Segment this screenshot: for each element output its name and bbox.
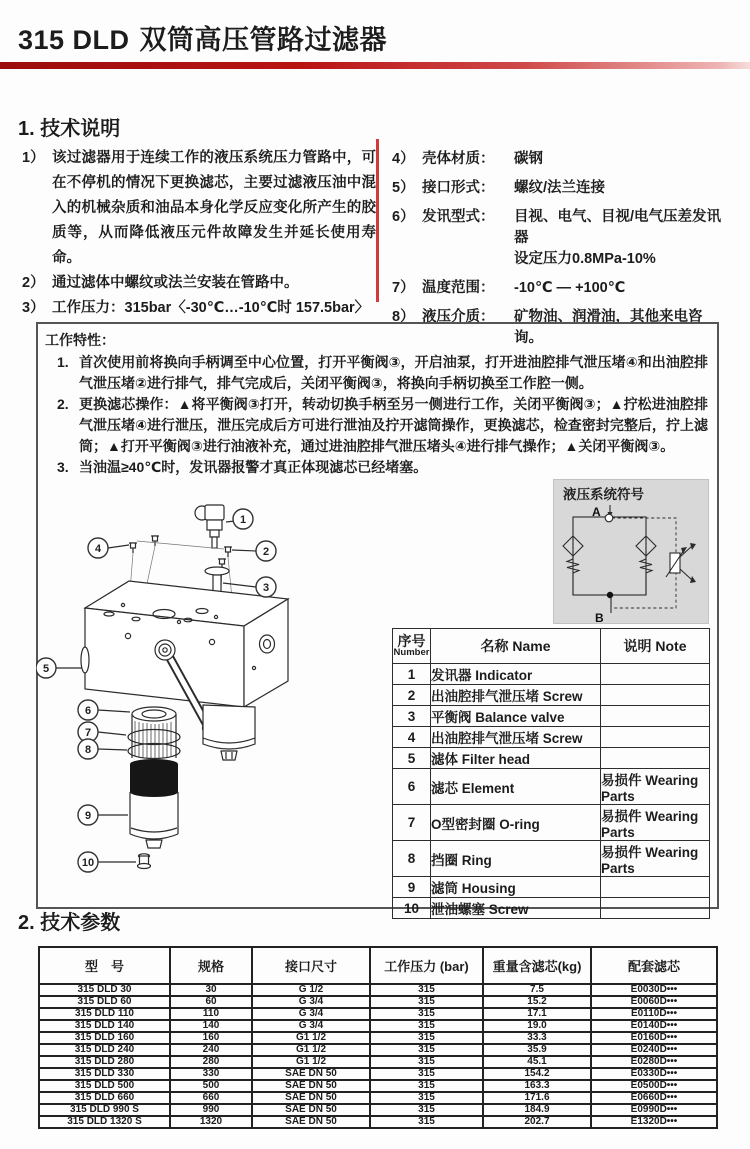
table-row: 5 滤体 Filter head: [393, 748, 710, 769]
section1-heading: 1. 技术说明: [18, 118, 121, 140]
table-row: 315 DLD 140 140 G 3/4 315 19.0 E0140D•••: [39, 1020, 717, 1032]
svg-text:4: 4: [94, 543, 102, 555]
feature-item-3: 3. 当油温≥40℃时，发讯器报警才真正体现滤芯已经堵塞。: [57, 459, 428, 475]
table-row: 8 挡圈 Ring 易损件 Wearing Parts: [393, 841, 710, 877]
callout-3: [256, 577, 276, 597]
spec-col-port: 接口尺寸: [252, 947, 370, 984]
hydraulic-circuit-symbol: [554, 503, 708, 625]
callout-8: [78, 739, 98, 759]
column-divider: [376, 139, 379, 302]
parts-table-header-row: [393, 629, 710, 664]
hydraulic-symbol-box: [553, 479, 709, 624]
indicator-part: [195, 505, 224, 548]
callout-1: [233, 509, 253, 529]
table-row: 315 DLD 30 30 G 1/2 315 7.5 E0030D•••: [39, 984, 717, 996]
table-row: 315 DLD 660 660 SAE DN 50 315 171.6 E0660D•••: [39, 1092, 717, 1104]
table-row: 315 DLD 240 240 G1 1/2 315 35.9 E0240D•••: [39, 1044, 717, 1056]
svg-text:6: 6: [84, 705, 92, 717]
symbol-box-title: 液压系统符号: [563, 487, 644, 502]
spec-table: [38, 946, 718, 1129]
spec-col-element: 配套滤芯: [591, 947, 717, 984]
features-title: 工作特性：: [45, 332, 115, 348]
port-b-label: B: [595, 611, 604, 625]
working-features: [45, 330, 708, 478]
callout-2: [256, 541, 276, 561]
right-housing: [203, 705, 255, 760]
spec-col-model: 型 号: [39, 947, 170, 984]
table-row: 315 DLD 280 280 G1 1/2 315 45.1 E0280D•••: [39, 1056, 717, 1068]
port-a-label: A: [592, 505, 601, 519]
table-row: 10 泄油螺塞 Screw: [393, 898, 710, 919]
tech-description-list: [22, 146, 376, 321]
table-row: 315 DLD 990 S 990 SAE DN 50 315 184.9 E0990D•••: [39, 1104, 717, 1116]
spec-col-size: 规格: [170, 947, 252, 984]
table-row: 315 DLD 60 60 G 3/4 315 15.2 E0060D•••: [39, 996, 717, 1008]
element-stack: [128, 707, 180, 869]
svg-text:10: 10: [81, 857, 95, 869]
title-rule: [0, 62, 750, 69]
parts-table: [392, 628, 710, 919]
callout-10: [78, 852, 98, 872]
spec-row-5: 5） 接口形式： 螺纹/法兰连接: [392, 180, 606, 197]
table-row: 6 滤芯 Element 易损件 Wearing Parts: [393, 769, 710, 805]
tech-item-3: 3） 工作压力：315bar〈-30℃…-10℃时 157.5bar〉: [22, 299, 370, 316]
page-title: [18, 18, 387, 57]
spec-row-8: 8） 液压介质： 矿物油、润滑油，其他来电咨询。: [392, 309, 703, 347]
parts-col-number: 序号 Number: [393, 629, 431, 664]
spec-table-header-row: [39, 947, 717, 984]
tech-item-2: 2） 通过滤体中螺纹或法兰安装在管路中。: [22, 274, 299, 291]
svg-text:8: 8: [84, 744, 92, 756]
table-row: 9 滤筒 Housing: [393, 877, 710, 898]
table-row: 4 出油腔排气泄压堵 Screw: [393, 727, 710, 748]
callout-9: [78, 805, 98, 825]
title-model: 315 DLD: [18, 25, 130, 55]
svg-text:1: 1: [239, 514, 247, 526]
table-row: 1 发讯器 Indicator: [393, 664, 710, 685]
callout-5: [36, 658, 56, 678]
callout-6: [78, 700, 98, 720]
svg-text:7: 7: [84, 727, 92, 739]
parts-col-name: 名称 Name: [431, 629, 601, 664]
spec-col-pressure: 工作压力 (bar): [370, 947, 483, 984]
parts-col-note: 说明 Note: [601, 629, 710, 664]
svg-text:3: 3: [262, 582, 270, 594]
callout-4: [88, 538, 108, 558]
table-row: 315 DLD 1320 S 1320 SAE DN 50 315 202.7 E1320D•••: [39, 1116, 717, 1128]
feature-item-2: 2. 更换滤芯操作：▲将平衡阀③打开，转动切换手柄至另一侧进行工作，关闭平衡阀③；▲拧松进油腔排气泄压堵④进行泄压，泄压完成后方可进行泄油及拧开滤筒操作，更换滤芯，检查密封完整后，拧上滤筒；▲打开平衡阀③进行油液补充，通过进油腔排气泄压堵头④进行排气操作；▲关闭平衡阀③。: [57, 396, 708, 454]
section2-heading: 2. 技术参数: [18, 912, 121, 934]
table-row: 7 O型密封圈 O-ring 易损件 Wearing Parts: [393, 805, 710, 841]
table-row: 3 平衡阀 Balance valve: [393, 706, 710, 727]
table-row: 315 DLD 330 330 SAE DN 50 315 154.2 E0330D•••: [39, 1068, 717, 1080]
table-row: 2 出油腔排气泄压堵 Screw: [393, 685, 710, 706]
spec-row-4: 4） 壳体材质： 碳钢: [392, 151, 543, 167]
spec-row-6: 6） 发讯型式： 目视、电气、目视/电气压差发讯器 设定压力0.8MPa-10%: [392, 209, 722, 268]
spec-row-7: 7） 温度范围： -10℃ — +100℃: [392, 280, 626, 297]
title-name: 双筒高压管路过滤器: [139, 25, 388, 55]
table-row: 315 DLD 160 160 G1 1/2 315 33.3 E0160D•••: [39, 1032, 717, 1044]
table-row: 315 DLD 500 500 SAE DN 50 315 163.3 E0500D•••: [39, 1080, 717, 1092]
svg-text:5: 5: [42, 663, 50, 675]
table-row: 315 DLD 110 110 G 3/4 315 17.1 E0110D•••: [39, 1008, 717, 1020]
svg-text:2: 2: [262, 546, 270, 558]
svg-text:9: 9: [84, 810, 92, 822]
feature-item-1: 1. 首次使用前将换向手柄调至中心位置，打开平衡阀③，开启油泵，打开进油腔排气泄压堵④和出油腔排气泄压堵②进行排气，排气完成后，关闭平衡阀③，将换向手柄切换至工作腔一侧。: [57, 354, 708, 391]
tech-item-1: 1） 该过滤器用于连续工作的液压系统压力管路中，可在不停机的情况下更换滤芯，主要过滤液压油中混入的机械杂质和油品本身化学反应变化所产生的胶质等，从而降低液压元件故障发生并延长使用寿命。: [22, 150, 376, 266]
filter-assembly-drawing: [36, 492, 392, 892]
spec-col-weight: 重量含滤芯(kg): [483, 947, 591, 984]
drain-screw: [138, 854, 151, 869]
